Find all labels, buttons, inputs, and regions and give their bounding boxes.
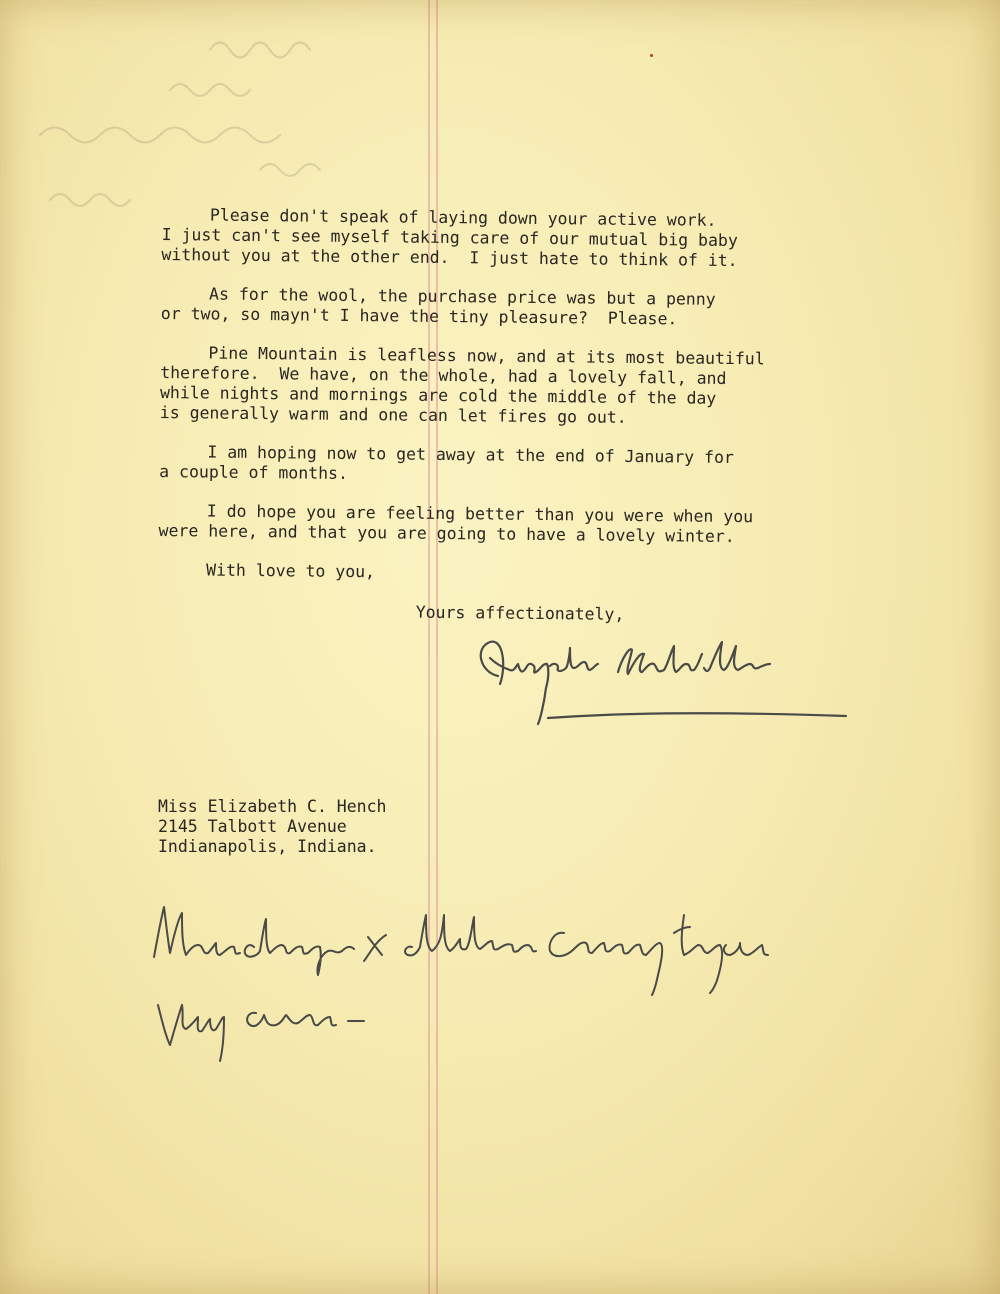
complimentary-close: Yours affectionately,	[415, 602, 625, 624]
ink-speck	[650, 54, 653, 57]
paragraph: As for the wool, the purchase price was but a penny or two, so mayn't I have the tiny pleasure? Please.	[160, 284, 716, 329]
recipient-city: Indianapolis, Indiana.	[158, 837, 377, 856]
paragraph: I do hope you are feeling better than you were when you were here, and that you are going to have a lovely winter.	[158, 501, 754, 547]
handwritten-note	[150, 905, 830, 1065]
margin-rule	[436, 0, 438, 1294]
margin-rule	[428, 0, 430, 1294]
signature	[470, 628, 870, 728]
letter-body	[158, 205, 882, 628]
paragraph: Pine Mountain is leafless now, and at its most beautiful therefore. We have, on the whole, had a lovely fall, and while nights and mornings are cold the middle of the day is generally warm and one can let fires go out.	[159, 343, 765, 427]
recipient-address	[158, 797, 386, 857]
faint-pencil-marks-drawing	[20, 20, 350, 220]
recipient-name: Miss Elizabeth C. Hench	[158, 797, 387, 816]
faint-pencil-marks	[20, 20, 350, 235]
closing-line: With love to you,	[206, 560, 376, 582]
paragraph: I am hoping now to get away at the end of January for a couple of months.	[159, 442, 734, 483]
signature-drawing	[470, 628, 870, 728]
handwritten-note-drawing	[150, 905, 830, 1065]
paragraph: Please don't speak of laying down your active work. I just can't see myself taking care of our mutual big baby without you at the other end. I just hate to think of it.	[161, 205, 738, 271]
recipient-street: 2145 Talbott Avenue	[158, 817, 347, 836]
